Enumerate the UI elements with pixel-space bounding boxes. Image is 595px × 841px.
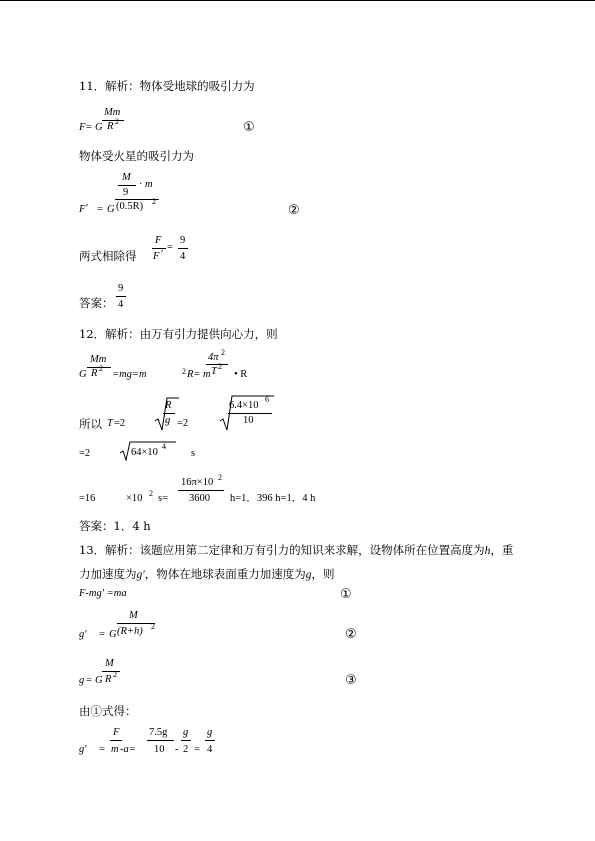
q11-eq1-fraction-bar <box>102 120 124 121</box>
q12-eq1-sup2: 2 <box>182 367 186 376</box>
q13-eq4-bar-3 <box>181 740 191 741</box>
q13-line2-text-2: ，物体在地球表面重力加速度为 <box>144 567 306 581</box>
q13-line2-g: g <box>305 569 312 581</box>
q13-eq2-den: (R+h) <box>117 626 143 637</box>
q12-line2-label: 所以 <box>79 417 102 431</box>
q12-line2-rad-bar <box>163 413 175 414</box>
q13-eq4-minus2: - <box>175 744 179 755</box>
q13-eq3-mark: ③ <box>345 673 357 688</box>
q12-line2-T: T <box>107 418 113 429</box>
q13-line2-text-3: ，则 <box>311 567 335 581</box>
q13-eq4-bar-2 <box>147 740 174 741</box>
q13-eq2-G: G <box>109 629 117 640</box>
q12-line2-rad-num: R <box>165 400 172 411</box>
q11-eq1-mark: ① <box>243 120 255 135</box>
q12-line3-unit: s <box>191 448 196 459</box>
q12-eq1-m: m <box>203 369 211 380</box>
q13-head-text-2: ，重 <box>490 543 514 557</box>
q13-eq4-fden: m <box>111 744 119 755</box>
q13-heading-line-2 <box>79 569 335 582</box>
q11-eq1-lhs: F <box>79 122 86 133</box>
q12-eq1-den2-exp: 2 <box>218 362 222 371</box>
q11-eq2-G: G <box>107 204 115 215</box>
q12-eq1-num2: 4π <box>208 352 219 363</box>
q12-heading: 12．解析：由万有引力提供向心力，则 <box>79 327 278 341</box>
page-top-border <box>0 0 595 1</box>
q12-line3-rad: 64×10 <box>131 447 158 458</box>
q12-line4-fnum-exp: 2 <box>218 473 222 482</box>
q13-eq2-equals: = <box>99 629 105 640</box>
q13-eq1-mark: ① <box>340 587 352 602</box>
q12-answer: 答案：1．4 h <box>79 519 151 533</box>
q12-line4-fnum: 16π×10 <box>181 477 214 488</box>
q13-eq4-n3: g <box>183 727 189 738</box>
q13-eq3-bar <box>102 671 120 672</box>
q11-ratio-num: F <box>155 235 162 246</box>
q11-ratio-rden: 4 <box>180 251 186 262</box>
q12-eq1-bar2 <box>206 364 228 365</box>
q12-line2-eq: =2 <box>114 418 126 429</box>
q12-eq1-den-exp: 2 <box>99 364 103 373</box>
q12-line2-rad2-den: 10 <box>243 415 254 426</box>
q11-eq2-num-M: M <box>122 172 131 183</box>
q13-eq4-lhs: g′ <box>79 744 87 755</box>
q13-eq4-bar-1 <box>110 740 122 741</box>
q13-eq3-num: M <box>105 658 114 669</box>
q11-eq2-den: (0.5R) <box>116 201 144 212</box>
q13-eq1-text: F-mg′ =ma <box>79 588 127 599</box>
q13-eq2-den-exp: 2 <box>151 622 155 631</box>
q13-heading-line-1 <box>79 545 513 558</box>
q11-ratio-label: 两式相除得 <box>79 249 137 263</box>
q13-eq3-G: G <box>95 675 103 686</box>
q11-answer-num: 9 <box>118 283 124 294</box>
q11-answer-label: 答案： <box>79 296 114 310</box>
q11-eq2-equals: = <box>97 204 103 215</box>
q12-line2-rad2-num: 6.4×10 <box>229 400 259 411</box>
q11-ratio-equals: = <box>167 242 173 253</box>
q11-eq2-mark: ② <box>288 203 300 218</box>
q13-line2-text-1: 力加速度为 <box>79 567 137 581</box>
q13-eq4-d3: 2 <box>183 744 189 755</box>
q13-eq4-equals: = <box>99 744 105 755</box>
q11-heading: 11．解析：物体受地球的吸引力为 <box>79 79 255 93</box>
q11-eq1-den-R: R <box>107 121 114 132</box>
q11-ratio-bar <box>152 248 166 249</box>
q11-eq1-G: G <box>95 122 103 133</box>
q13-eq4-d2: 10 <box>154 744 165 755</box>
q11-answer-bar <box>116 296 126 297</box>
q13-head-h: h <box>484 545 491 557</box>
q12-eq1-equals: = <box>194 369 200 380</box>
q11-eq2-num-9: 9 <box>123 187 129 198</box>
q11-answer-den: 4 <box>118 299 124 310</box>
q11-eq2-inner-bar <box>118 185 136 186</box>
q12-eq1-R: R <box>187 369 194 380</box>
q12-eq1-den-R: R <box>91 368 98 379</box>
q13-eq3-equals: = <box>86 675 92 686</box>
q12-line4-s: s= <box>158 493 169 504</box>
q13-eq2-bar <box>117 623 155 624</box>
q11-ratio-den-prime: ′ <box>161 249 164 260</box>
q13-eq4-bar-4 <box>205 740 215 741</box>
q13-head-text-1: 13．解析：该题应用第二定律和万有引力的知识来求解，设物体所在位置高度为 <box>79 543 485 557</box>
q13-eq4-d4: 4 <box>207 744 213 755</box>
q12-line4-x-exp: 2 <box>149 489 153 498</box>
q11-eq2-den-exp: 2 <box>152 197 156 206</box>
q13-eq4-minus: -a= <box>120 744 136 755</box>
q12-eq1-dotR: • R <box>234 369 248 380</box>
q13-eq2-mark: ② <box>345 627 357 642</box>
q12-line2-eq2: =2 <box>177 418 189 429</box>
q12-eq1-num2-exp: 2 <box>221 348 225 357</box>
q12-line4-x: ×10 <box>126 493 143 504</box>
q11-ratio-rnum: 9 <box>180 235 186 246</box>
q12-eq1-G: G <box>79 369 87 380</box>
q12-line2-rad2-bar <box>228 413 272 414</box>
q11-eq2-num-m: m <box>145 179 153 190</box>
q12-line3-eq: =2 <box>79 448 91 459</box>
q11-eq1-equals: = <box>86 122 92 133</box>
q13-eq3-lhs: g <box>79 675 85 686</box>
q11-mid-text: 物体受火星的吸引力为 <box>79 149 194 163</box>
q12-line2-rad2-num-exp: 6 <box>265 395 269 404</box>
q12-eq1-mid: =mg=m <box>112 369 147 380</box>
q12-line4-eq: =16 <box>79 493 96 504</box>
q11-eq2-num-dot: · <box>139 179 143 190</box>
q11-eq2-lhs: F <box>79 204 86 215</box>
q13-line2-gp: g′ <box>136 569 145 581</box>
q13-eq4-n2: 7.5g <box>149 727 168 738</box>
q13-eq3-den-R: R <box>105 674 112 685</box>
q12-line3-rad-exp: 4 <box>162 442 166 451</box>
q11-ratio-den: F <box>153 251 160 262</box>
q13-eq2-lhs: g′ <box>79 629 87 640</box>
q12-eq1-den2: T <box>211 366 217 377</box>
q11-eq2-prime: ′ <box>86 203 89 214</box>
q12-line2-rad-den: g <box>165 415 171 426</box>
q12-line4-fden: 3600 <box>189 493 210 504</box>
q13-eq4-eq3: = <box>194 744 200 755</box>
q11-ratio-rbar <box>178 248 188 249</box>
q13-eq4-n4: g <box>207 727 213 738</box>
q13-eq3-den-exp: 2 <box>113 670 117 679</box>
q11-eq1-numerator: Mm <box>104 107 121 118</box>
q12-line4-rest: h=1．396 h=1．4 h <box>230 493 316 504</box>
q13-eq4-fnum: F <box>113 727 120 738</box>
q12-line4-bar <box>178 490 224 491</box>
q12-eq1-num: Mm <box>90 354 107 365</box>
q13-eq2-num: M <box>129 610 138 621</box>
q11-eq1-den-exp: 2 <box>115 117 119 126</box>
q13-from-text: 由①式得： <box>79 704 137 718</box>
